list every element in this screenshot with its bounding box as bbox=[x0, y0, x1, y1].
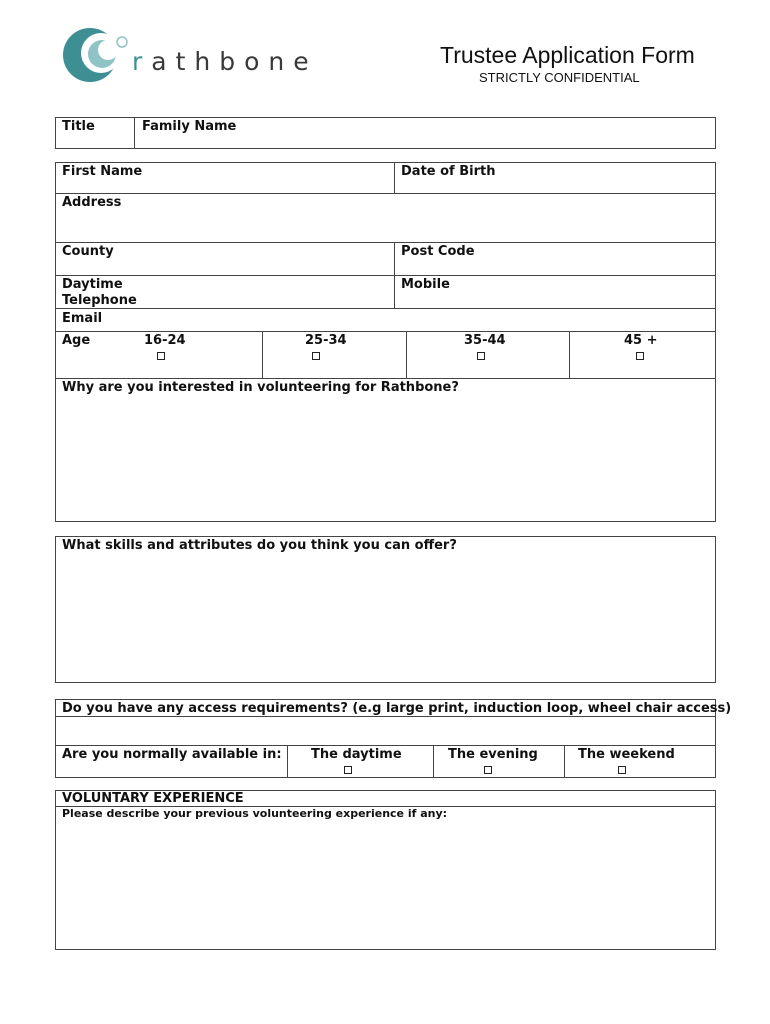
availability-daytime-checkbox[interactable] bbox=[344, 766, 352, 774]
title-field[interactable] bbox=[56, 118, 133, 148]
age-option-16-24: 16-24 bbox=[144, 333, 186, 348]
page-title: Trustee Application Form bbox=[440, 42, 695, 68]
rathbone-logo bbox=[60, 26, 318, 86]
post-code-label: Post Code bbox=[401, 244, 475, 259]
county-field[interactable] bbox=[56, 243, 393, 274]
logo-wordmark: rathbone bbox=[132, 47, 318, 76]
county-label: County bbox=[62, 244, 114, 259]
date-of-birth-label: Date of Birth bbox=[401, 164, 496, 179]
age-16-24-checkbox[interactable] bbox=[157, 352, 165, 360]
age-option-35-44: 35-44 bbox=[464, 333, 506, 348]
availability-weekend-checkbox[interactable] bbox=[618, 766, 626, 774]
access-requirements-label: Do you have any access requirements? (e.g large print, induction loop, wheel chair access) bbox=[62, 701, 732, 716]
family-name-field[interactable] bbox=[135, 118, 715, 148]
age-label: Age bbox=[62, 333, 91, 348]
skills-label: What skills and attributes do you think you can offer? bbox=[62, 538, 457, 553]
first-name-field[interactable] bbox=[56, 163, 393, 192]
logo-circles-icon bbox=[60, 26, 140, 86]
availability-evening-checkbox[interactable] bbox=[484, 766, 492, 774]
voluntary-experience-prompt: Please describe your previous volunteering experience if any: bbox=[62, 807, 448, 820]
access-requirements-field[interactable] bbox=[56, 717, 715, 744]
date-of-birth-field[interactable] bbox=[395, 163, 715, 192]
first-name-label: First Name bbox=[62, 164, 143, 179]
address-label: Address bbox=[62, 195, 122, 210]
volunteering-reason-label: Why are you interested in volunteering for Rathbone? bbox=[62, 380, 459, 395]
age-35-44-checkbox[interactable] bbox=[477, 352, 485, 360]
availability-weekend-label: The weekend bbox=[578, 747, 675, 762]
title-label: Title bbox=[62, 119, 95, 134]
email-field[interactable] bbox=[56, 309, 715, 330]
age-option-45-plus: 45 + bbox=[624, 333, 658, 348]
age-25-34-checkbox[interactable] bbox=[312, 352, 320, 360]
availability-label: Are you normally available in: bbox=[62, 747, 282, 762]
age-45-plus-checkbox[interactable] bbox=[636, 352, 644, 360]
daytime-telephone-field[interactable] bbox=[56, 276, 393, 307]
skills-box[interactable] bbox=[55, 536, 716, 683]
family-name-label: Family Name bbox=[142, 119, 237, 134]
availability-evening-label: The evening bbox=[448, 747, 538, 762]
voluntary-experience-heading: VOLUNTARY EXPERIENCE bbox=[62, 791, 244, 806]
volunteering-reason-box[interactable] bbox=[55, 378, 716, 522]
address-field[interactable] bbox=[56, 194, 715, 241]
age-option-25-34: 25-34 bbox=[305, 333, 347, 348]
page-subtitle: STRICTLY CONFIDENTIAL bbox=[479, 70, 640, 85]
availability-daytime-label: The daytime bbox=[311, 747, 402, 762]
mobile-field[interactable] bbox=[395, 276, 715, 307]
email-label: Email bbox=[62, 311, 103, 326]
daytime-telephone-label: Daytime Telephone bbox=[62, 277, 137, 308]
mobile-label: Mobile bbox=[401, 277, 450, 292]
post-code-field[interactable] bbox=[395, 243, 715, 274]
voluntary-experience-field[interactable] bbox=[56, 822, 715, 949]
